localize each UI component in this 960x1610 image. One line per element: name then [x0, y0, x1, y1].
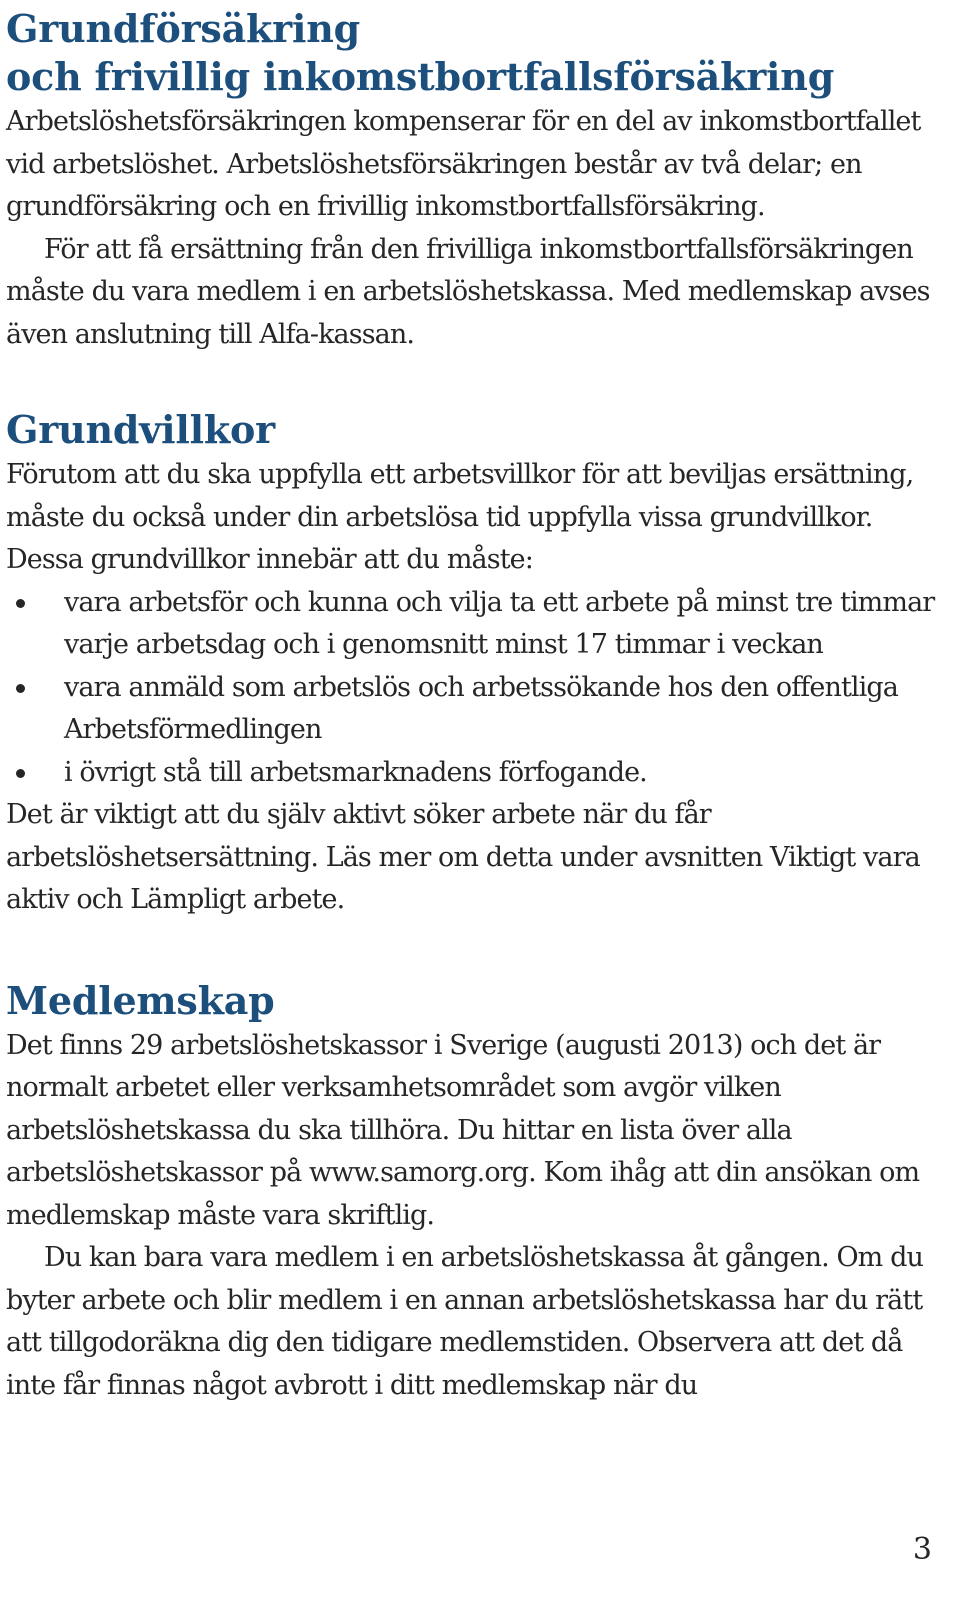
- list-item: [6, 667, 952, 752]
- bullet-icon: [16, 769, 25, 778]
- bullet-icon: [16, 599, 25, 608]
- section-heading-medlemskap: Medlemskap: [6, 977, 275, 1023]
- document-page: [6, 0, 952, 1407]
- grundvillkor-list: [6, 582, 952, 795]
- paragraph-medlemskap-2: Du kan bara vara medlem i en arbetslöshetskassa åt gången. Om du byter arbete och blir medlem i en annan arbetslöshetskassa har du rätt att tillgodoräkna dig den tidigare medlemstiden. Observera att det då inte får finnas något avbrott i ditt medlemskap när du: [6, 1242, 923, 1401]
- section-heading-grundvillkor: Grundvillkor: [6, 407, 275, 452]
- heading-line-1: Grundförsäkring: [6, 6, 361, 51]
- list-item: [6, 752, 952, 795]
- heading-line-2: och frivillig inkomstbortfallsförsäkring: [6, 54, 835, 99]
- section-heading-grundforsakring: [6, 0, 952, 101]
- paragraph-intro: Arbetslöshetsförsäkringen kompenserar för en del av inkomstbortfallet vid arbetslöshet. Arbetslöshetsförsäkringen består av två delar; en grundförsäkring och en frivillig inkomstbortfallsförsäkring.: [6, 106, 921, 222]
- list-item: [6, 582, 952, 667]
- paragraph-grundvillkor-outro: Det är viktigt att du själv aktivt söker arbete när du får arbetslöshetsersättning. Läs mer om detta under avsnitten Viktigt vara aktiv och Lämpligt arbete.: [6, 799, 920, 915]
- list-item-text: vara anmäld som arbetslös och arbetssökande hos den offentliga Arbetsförmedlingen: [64, 671, 898, 745]
- page-number: 3: [912, 1532, 932, 1567]
- paragraph-membership-requirement: För att få ersättning från den frivilliga inkomstbortfallsförsäkringen måste du vara medlem i en arbetslöshetskassa. Med medlemskap avses även anslutning till Alfa-kassan.: [6, 233, 930, 350]
- paragraph-grundvillkor-intro: Förutom att du ska uppfylla ett arbetsvillkor för att beviljas ersättning, måste du också under din arbetslösa tid uppfylla vissa grundvillkor. Dessa grundvillkor innebär att du måste:: [6, 459, 914, 575]
- list-item-text: i övrigt stå till arbetsmarknadens förfogande.: [64, 756, 647, 788]
- list-item-text: vara arbetsför och kunna och vilja ta ett arbete på minst tre timmar varje arbetsdag och i genomsnitt minst 17 timmar i veckan: [64, 586, 935, 660]
- paragraph-medlemskap-1: Det finns 29 arbetslöshetskassor i Sverige (augusti 2013) och det är normalt arbetet eller verksamhetsområdet som avgör vilken arbetslöshetskassa du ska tillhöra. Du hittar en lista över alla arbetslöshetskassor på www.samorg.org. Kom ihåg att din ansökan om medlemskap måste vara skriftlig.: [6, 1029, 920, 1231]
- bullet-icon: [16, 684, 25, 693]
